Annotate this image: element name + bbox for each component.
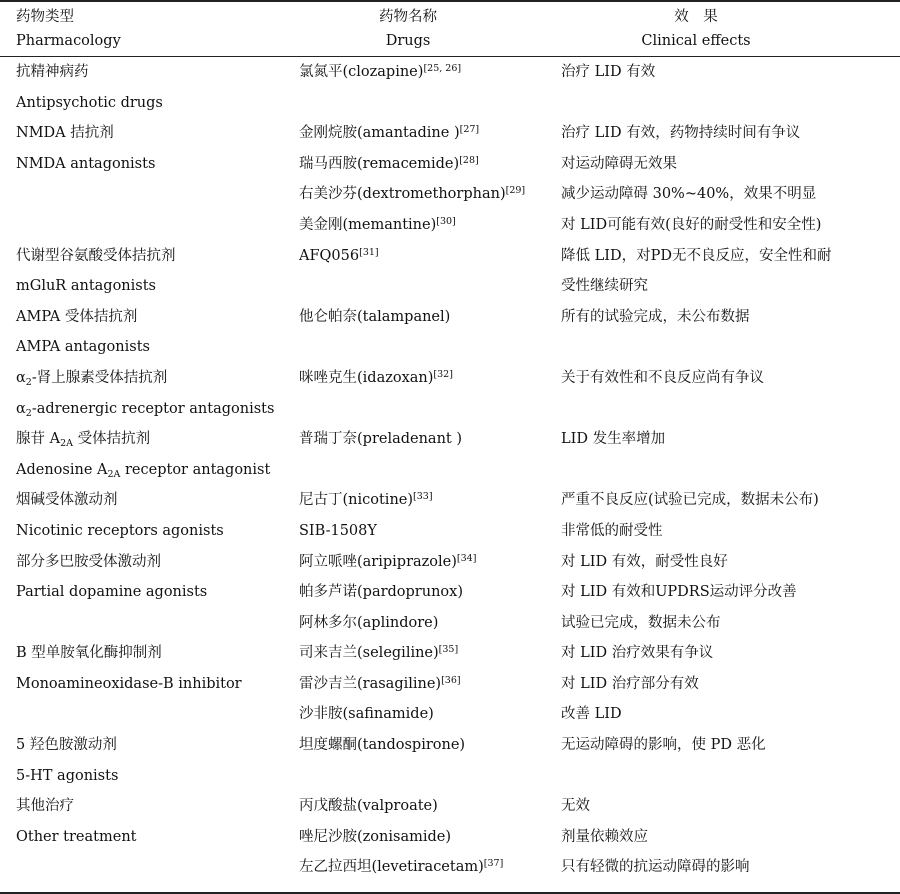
table-row bbox=[0, 669, 900, 700]
drug-name: 右美沙芬(dextromethorphan) bbox=[299, 186, 506, 203]
clinical-effect-text: 无运动障碍的影响，使 PD 恶化 bbox=[561, 737, 766, 754]
clinical-effect-cell bbox=[552, 485, 900, 516]
header-col2-en: Drugs bbox=[284, 29, 552, 57]
pharmacology-text: NMDA antagonists bbox=[16, 155, 156, 172]
clinical-effect-cell bbox=[552, 179, 900, 210]
pharmacology-cell bbox=[0, 271, 284, 302]
clinical-effect-cell bbox=[552, 852, 900, 883]
pharmacology-text-suffix: receptor antagonist bbox=[120, 461, 271, 478]
pharmacology-text: 代谢型谷氨酸受体拮抗剂 bbox=[16, 247, 176, 264]
clinical-effect-text: LID 发生率增加 bbox=[561, 431, 666, 448]
table-row bbox=[0, 761, 900, 792]
pharmacology-cell bbox=[0, 852, 284, 883]
drug-cell bbox=[284, 271, 552, 302]
table-row bbox=[0, 424, 900, 455]
drug-cell bbox=[284, 547, 552, 578]
table-row bbox=[0, 791, 900, 822]
table-row bbox=[0, 88, 900, 119]
drug-cell bbox=[284, 822, 552, 853]
clinical-effect-cell bbox=[552, 608, 900, 639]
pharmacology-cell bbox=[0, 669, 284, 700]
drug-cell bbox=[284, 118, 552, 149]
clinical-effect-text: 对 LID 治疗效果有争议 bbox=[561, 645, 714, 662]
pharmacology-subscript: 2A bbox=[60, 438, 73, 450]
drug-cell bbox=[284, 485, 552, 516]
header-col1-cn: 药物类型 bbox=[16, 9, 74, 25]
drug-cell bbox=[284, 699, 552, 730]
clinical-effect-cell bbox=[552, 516, 900, 547]
drug-name: 咪唑克生(idazoxan) bbox=[299, 369, 434, 386]
pharmacology-subscript: 2 bbox=[25, 376, 32, 388]
pharmacology-cell bbox=[0, 210, 284, 241]
pharmacology-text: α bbox=[16, 369, 26, 386]
drug-cell bbox=[284, 608, 552, 639]
drug-name: 瑞马西胺(remacemide) bbox=[299, 155, 460, 172]
drug-name: 帕多芦诺(pardoprunox) bbox=[299, 584, 463, 601]
clinical-effect-cell bbox=[552, 332, 900, 363]
drug-name: AFQ056 bbox=[299, 247, 360, 264]
drug-name: 唑尼沙胺(zonisamide) bbox=[299, 828, 451, 845]
table-row bbox=[0, 118, 900, 149]
table-row bbox=[0, 852, 900, 883]
pharmacology-cell bbox=[0, 516, 284, 547]
reference-superscript: [31] bbox=[359, 246, 379, 258]
drug-name: 雷沙吉兰(rasagiline) bbox=[299, 675, 442, 692]
drug-cell bbox=[284, 241, 552, 272]
drug-cell bbox=[284, 57, 552, 88]
pharmacology-cell bbox=[0, 699, 284, 730]
clinical-effect-cell bbox=[552, 271, 900, 302]
drug-cell bbox=[284, 394, 552, 425]
clinical-effect-cell bbox=[552, 241, 900, 272]
pharmacology-text: 部分多巴胺受体激动剂 bbox=[16, 553, 161, 570]
clinical-effect-text: 试验已完成，数据未公布 bbox=[561, 614, 721, 631]
reference-superscript: [25, 26] bbox=[423, 63, 462, 74]
clinical-effect-text: 改善 LID bbox=[561, 706, 622, 723]
clinical-effect-cell bbox=[552, 302, 900, 333]
table-row bbox=[0, 179, 900, 210]
drug-cell bbox=[284, 730, 552, 761]
pharmacology-cell bbox=[0, 424, 284, 455]
reference-superscript: [30] bbox=[436, 215, 456, 227]
reference-superscript: [28] bbox=[459, 154, 479, 166]
table-row bbox=[0, 394, 900, 425]
drug-name: 他仑帕奈(talampanel) bbox=[299, 308, 451, 325]
pharmacology-cell bbox=[0, 608, 284, 639]
pharmacology-text: AMPA 受体拮抗剂 bbox=[16, 308, 138, 325]
reference-superscript: [32] bbox=[433, 368, 453, 380]
pharmacology-cell bbox=[0, 149, 284, 180]
drug-cell bbox=[284, 88, 552, 119]
drug-cell bbox=[284, 210, 552, 241]
pharmacology-cell bbox=[0, 88, 284, 119]
clinical-effect-text: 对 LID可能有效(良好的耐受性和安全性) bbox=[561, 216, 822, 233]
clinical-effect-text: 受性继续研究 bbox=[561, 278, 648, 295]
drug-cell bbox=[284, 669, 552, 700]
clinical-effect-cell bbox=[552, 730, 900, 761]
drug-cell bbox=[284, 852, 552, 883]
drug-cell bbox=[284, 424, 552, 455]
clinical-effect-cell bbox=[552, 149, 900, 180]
drug-name: SIB-1508Y bbox=[299, 522, 377, 539]
pharmacology-text-suffix: 受体拮抗剂 bbox=[73, 431, 151, 448]
pharmacology-text: 烟碱受体激动剂 bbox=[16, 492, 118, 509]
reference-superscript: [27] bbox=[459, 124, 480, 136]
drug-cell bbox=[284, 363, 552, 394]
clinical-effect-text: 无效 bbox=[561, 798, 590, 815]
clinical-effect-text: 严重不良反应(试验已完成，数据未公布) bbox=[561, 492, 819, 509]
drug-name: 左乙拉西坦(levetiracetam) bbox=[299, 859, 484, 876]
clinical-effect-text: 对 LID 治疗部分有效 bbox=[561, 675, 699, 692]
table-row bbox=[0, 302, 900, 333]
header-col3-en: Clinical effects bbox=[552, 29, 900, 57]
pharmacology-text: 其他治疗 bbox=[16, 798, 74, 815]
drug-cell bbox=[284, 455, 552, 486]
drug-cell bbox=[284, 302, 552, 333]
header-row-en bbox=[0, 29, 900, 57]
drug-name: 沙非胺(safinamide) bbox=[299, 706, 434, 723]
drug-cell bbox=[284, 179, 552, 210]
pharmacology-text: 抗精神病药 bbox=[16, 64, 89, 80]
header-row-cn bbox=[0, 0, 900, 29]
drug-cell bbox=[284, 516, 552, 547]
table-row bbox=[0, 241, 900, 272]
drug-cell bbox=[284, 577, 552, 608]
clinical-effect-cell bbox=[552, 118, 900, 149]
pharmacology-cell bbox=[0, 638, 284, 669]
pharmacology-cell bbox=[0, 730, 284, 761]
clinical-effect-text: 关于有效性和不良反应尚有争议 bbox=[561, 369, 764, 386]
table-row bbox=[0, 638, 900, 669]
pharmacology-text-suffix: -adrenergic receptor antagonists bbox=[31, 400, 275, 417]
clinical-effect-cell bbox=[552, 57, 900, 88]
clinical-effect-cell bbox=[552, 547, 900, 578]
pharmacology-text: 5 羟色胺激动剂 bbox=[16, 737, 117, 754]
drug-name: 阿立哌唑(aripiprazole) bbox=[299, 553, 457, 570]
clinical-effect-cell bbox=[552, 638, 900, 669]
clinical-effect-cell bbox=[552, 761, 900, 792]
drug-name: 尼古丁(nicotine) bbox=[299, 492, 414, 509]
clinical-effect-text: 治疗 LID 有效 bbox=[561, 64, 656, 80]
clinical-effect-text: 治疗 LID 有效，药物持续时间有争议 bbox=[561, 125, 801, 142]
table-row bbox=[0, 149, 900, 180]
pharmacology-cell bbox=[0, 363, 284, 394]
pharmacology-text: Antipsychotic drugs bbox=[16, 94, 163, 111]
table-row bbox=[0, 210, 900, 241]
clinical-effect-text: 对 LID 有效和UPDRS运动评分改善 bbox=[561, 584, 797, 601]
clinical-effect-cell bbox=[552, 577, 900, 608]
drug-name: 阿林多尔(aplindore) bbox=[299, 614, 439, 631]
clinical-effect-text: 只有轻微的抗运动障碍的影响 bbox=[561, 859, 750, 876]
clinical-effect-cell bbox=[552, 699, 900, 730]
table-row bbox=[0, 363, 900, 394]
table-row bbox=[0, 455, 900, 486]
drug-name: 司来吉兰(selegiline) bbox=[299, 645, 439, 662]
pharmacology-cell bbox=[0, 791, 284, 822]
reference-superscript: [35] bbox=[438, 644, 459, 656]
drug-name: 丙戊酸盐(valproate) bbox=[299, 798, 438, 815]
clinical-effect-text: 减少运动障碍 30%~40%，效果不明显 bbox=[561, 186, 817, 203]
drug-cell bbox=[284, 791, 552, 822]
pharmacology-text: Other treatment bbox=[16, 828, 137, 845]
reference-superscript: [36] bbox=[441, 674, 461, 686]
pharmacology-cell bbox=[0, 302, 284, 333]
clinical-effect-cell bbox=[552, 455, 900, 486]
reference-superscript: [34] bbox=[456, 552, 477, 564]
clinical-effect-text: 降低 LID，对PD无不良反应，安全性和耐 bbox=[561, 247, 832, 264]
table-row bbox=[0, 516, 900, 547]
drug-cell bbox=[284, 638, 552, 669]
table-row bbox=[0, 332, 900, 363]
pharmacology-cell bbox=[0, 332, 284, 363]
drug-name: 美金刚(memantine) bbox=[299, 216, 437, 233]
pharmacology-text: mGluR antagonists bbox=[16, 278, 156, 295]
clinical-effect-cell bbox=[552, 791, 900, 822]
pharmacology-text: 腺苷 A bbox=[16, 431, 61, 448]
pharmacology-cell bbox=[0, 485, 284, 516]
pharmacology-cell bbox=[0, 179, 284, 210]
drug-cell bbox=[284, 149, 552, 180]
clinical-effect-text: 对 LID 有效，耐受性良好 bbox=[561, 553, 728, 570]
pharmacology-text: AMPA antagonists bbox=[16, 339, 150, 356]
drug-name: 坦度螺酮(tandospirone) bbox=[299, 737, 466, 754]
pharmacology-cell bbox=[0, 57, 284, 88]
pharmacology-subscript: 2A bbox=[107, 468, 121, 480]
table-row bbox=[0, 485, 900, 516]
pharmacology-text: α bbox=[16, 400, 26, 417]
clinical-effect-cell bbox=[552, 363, 900, 394]
clinical-effect-cell bbox=[552, 210, 900, 241]
reference-superscript: [37] bbox=[483, 858, 504, 870]
drug-name: 氯氮平(clozapine) bbox=[299, 64, 424, 80]
clinical-effect-cell bbox=[552, 88, 900, 119]
pharmacology-text-suffix: -肾上腺素受体拮抗剂 bbox=[31, 369, 168, 386]
header-col2-cn: 药物名称 bbox=[379, 9, 437, 25]
clinical-effect-text: 非常低的耐受性 bbox=[561, 522, 663, 539]
drug-cell bbox=[284, 761, 552, 792]
reference-superscript: [29] bbox=[505, 185, 526, 197]
table-row bbox=[0, 822, 900, 853]
header-col1-en: Pharmacology bbox=[0, 29, 284, 57]
table-row bbox=[0, 577, 900, 608]
pharmacology-cell bbox=[0, 822, 284, 853]
pharmacology-cell bbox=[0, 394, 284, 425]
pharmacology-text: NMDA 拮抗剂 bbox=[16, 125, 114, 142]
pharmacology-text: Partial dopamine agonists bbox=[16, 584, 208, 601]
reference-superscript: [33] bbox=[413, 491, 433, 503]
pharmacology-text: Adenosine A bbox=[16, 461, 108, 478]
clinical-effect-cell bbox=[552, 822, 900, 853]
pharmacology-cell bbox=[0, 577, 284, 608]
pharmacology-text: B 型单胺氧化酶抑制剂 bbox=[16, 645, 162, 662]
pharmacology-text: Monoamineoxidase-B inhibitor bbox=[16, 675, 242, 692]
header-col3-cn: 效 果 bbox=[674, 9, 718, 25]
table-row bbox=[0, 547, 900, 578]
pharmacology-cell bbox=[0, 761, 284, 792]
pharmacology-cell bbox=[0, 241, 284, 272]
clinical-effect-text: 所有的试验完成，未公布数据 bbox=[561, 308, 750, 325]
drug-name: 金刚烷胺(amantadine ) bbox=[299, 125, 460, 142]
table-row bbox=[0, 608, 900, 639]
table-row bbox=[0, 271, 900, 302]
clinical-effect-text: 剂量依赖效应 bbox=[561, 828, 648, 845]
pharmacology-cell bbox=[0, 455, 284, 486]
table-row bbox=[0, 730, 900, 761]
pharmacology-cell bbox=[0, 118, 284, 149]
clinical-effect-cell bbox=[552, 669, 900, 700]
pharmacology-text: 5-HT agonists bbox=[16, 767, 119, 784]
drug-name: 普瑞丁奈(preladenant ) bbox=[299, 431, 463, 448]
pharmacology-subscript: 2 bbox=[25, 407, 32, 419]
table-row bbox=[0, 699, 900, 730]
pharmacology-text: Nicotinic receptors agonists bbox=[16, 522, 224, 539]
clinical-effect-cell bbox=[552, 394, 900, 425]
clinical-effect-cell bbox=[552, 424, 900, 455]
table-row bbox=[0, 57, 900, 88]
clinical-effect-text: 对运动障碍无效果 bbox=[561, 155, 677, 172]
drug-cell bbox=[284, 332, 552, 363]
pharmacology-cell bbox=[0, 547, 284, 578]
